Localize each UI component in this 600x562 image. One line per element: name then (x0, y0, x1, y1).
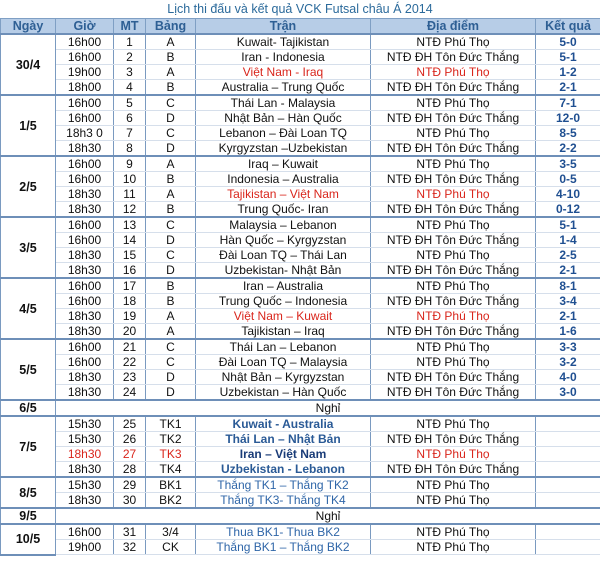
match-row (1, 156, 600, 172)
match-group: A (146, 65, 196, 80)
match-group: C (146, 217, 196, 233)
match-teams: Nhật Bản – Kyrgyzstan (196, 370, 371, 385)
match-result: 3-4 (536, 294, 600, 309)
match-teams: Thái Lan – Lebanon (196, 339, 371, 355)
match-number: 27 (114, 447, 146, 462)
rest-day-row (1, 508, 600, 524)
rest-label: Nghỉ (56, 508, 600, 524)
match-teams: Uzbekistan – Hàn Quốc (196, 385, 371, 401)
match-group: A (146, 324, 196, 340)
match-time: 18h3 0 (56, 126, 114, 141)
match-venue: NTĐ Phú Thọ (371, 248, 536, 263)
match-venue: NTĐ Phú Thọ (371, 217, 536, 233)
match-number: 25 (114, 416, 146, 432)
header-match-number: MT (114, 19, 146, 35)
match-number: 7 (114, 126, 146, 141)
match-time: 16h00 (56, 355, 114, 370)
match-number: 6 (114, 111, 146, 126)
match-number: 30 (114, 493, 146, 509)
match-time: 18h30 (56, 141, 114, 157)
match-result (536, 540, 600, 555)
match-row (1, 217, 600, 233)
match-time: 16h00 (56, 111, 114, 126)
day-date: 7/5 (1, 416, 56, 477)
match-teams: Uzbekistan- Nhật Bản (196, 263, 371, 279)
match-time: 18h30 (56, 202, 114, 218)
match-row (1, 65, 600, 80)
match-time: 19h00 (56, 65, 114, 80)
match-venue: NTĐ ĐH Tôn Đức Thắng (371, 370, 536, 385)
match-teams: Kyrgyzstan –Uzbekistan (196, 141, 371, 157)
day-date: 9/5 (1, 508, 56, 524)
match-group: C (146, 355, 196, 370)
match-teams: Lebanon – Đài Loan TQ (196, 126, 371, 141)
match-row (1, 309, 600, 324)
match-venue: NTĐ Phú Thọ (371, 156, 536, 172)
match-group: B (146, 202, 196, 218)
match-number: 14 (114, 233, 146, 248)
match-time: 18h30 (56, 370, 114, 385)
header-group: Bảng (146, 19, 196, 35)
match-time: 19h00 (56, 540, 114, 555)
day-date: 6/5 (1, 400, 56, 416)
header-match: Trận (196, 19, 371, 35)
match-venue: NTĐ Phú Thọ (371, 447, 536, 462)
day-date: 5/5 (1, 339, 56, 400)
match-number: 24 (114, 385, 146, 401)
match-venue: NTĐ Phú Thọ (371, 34, 536, 50)
match-row (1, 80, 600, 96)
day-date: 30/4 (1, 34, 56, 95)
match-row (1, 233, 600, 248)
match-venue: NTĐ ĐH Tôn Đức Thắng (371, 294, 536, 309)
match-number: 23 (114, 370, 146, 385)
match-venue: NTĐ ĐH Tôn Đức Thắng (371, 141, 536, 157)
match-number: 20 (114, 324, 146, 340)
match-teams: Iran – Việt Nam (196, 447, 371, 462)
match-row (1, 355, 600, 370)
match-venue: NTĐ Phú Thọ (371, 477, 536, 493)
day-date: 4/5 (1, 278, 56, 339)
match-teams: Thắng TK1 – Thắng TK2 (196, 477, 371, 493)
match-result: 2-1 (536, 80, 600, 96)
match-teams: Kuwait - Australia (196, 416, 371, 432)
match-row (1, 278, 600, 294)
match-row (1, 141, 600, 157)
match-row (1, 447, 600, 462)
rest-day-row (1, 400, 600, 416)
match-teams: Thắng BK1 – Thắng BK2 (196, 540, 371, 555)
match-teams: Việt Nam - Iraq (196, 65, 371, 80)
match-number: 18 (114, 294, 146, 309)
match-result: 5-1 (536, 50, 600, 65)
match-time: 18h30 (56, 447, 114, 462)
match-row (1, 524, 600, 540)
match-venue: NTĐ Phú Thọ (371, 95, 536, 111)
match-venue: NTĐ Phú Thọ (371, 65, 536, 80)
match-row (1, 202, 600, 218)
match-group: CK (146, 540, 196, 555)
match-venue: NTĐ Phú Thọ (371, 126, 536, 141)
match-group: TK4 (146, 462, 196, 478)
match-number: 22 (114, 355, 146, 370)
match-row (1, 385, 600, 401)
match-time: 16h00 (56, 156, 114, 172)
match-result: 7-1 (536, 95, 600, 111)
match-row (1, 34, 600, 50)
match-result: 2-1 (536, 263, 600, 279)
match-row (1, 111, 600, 126)
match-row (1, 324, 600, 340)
match-result (536, 524, 600, 540)
match-time: 16h00 (56, 172, 114, 187)
match-venue: NTĐ Phú Thọ (371, 493, 536, 509)
match-result: 1-4 (536, 233, 600, 248)
match-teams: Tajikistan – Việt Nam (196, 187, 371, 202)
match-venue: NTĐ ĐH Tôn Đức Thắng (371, 462, 536, 478)
day-date: 2/5 (1, 156, 56, 217)
match-teams: Trung Quốc- Iran (196, 202, 371, 218)
match-teams: Nhật Bản – Hàn Quốc (196, 111, 371, 126)
match-result (536, 416, 600, 432)
match-row (1, 126, 600, 141)
match-teams: Indonesia – Australia (196, 172, 371, 187)
match-group: BK2 (146, 493, 196, 509)
match-time: 15h30 (56, 432, 114, 447)
match-group: B (146, 172, 196, 187)
match-group: A (146, 34, 196, 50)
match-group: C (146, 248, 196, 263)
match-row (1, 172, 600, 187)
match-group: B (146, 80, 196, 96)
match-row (1, 370, 600, 385)
match-group: A (146, 187, 196, 202)
match-group: TK2 (146, 432, 196, 447)
match-teams: Uzbekistan - Lebanon (196, 462, 371, 478)
match-venue: NTĐ Phú Thọ (371, 187, 536, 202)
match-row (1, 416, 600, 432)
match-time: 16h00 (56, 95, 114, 111)
match-teams: Malaysia – Lebanon (196, 217, 371, 233)
match-venue: NTĐ Phú Thọ (371, 355, 536, 370)
match-row (1, 263, 600, 279)
match-venue: NTĐ ĐH Tôn Đức Thắng (371, 432, 536, 447)
match-venue: NTĐ ĐH Tôn Đức Thắng (371, 172, 536, 187)
match-number: 15 (114, 248, 146, 263)
match-result: 12-0 (536, 111, 600, 126)
match-time: 18h30 (56, 324, 114, 340)
match-time: 16h00 (56, 524, 114, 540)
match-group: BK1 (146, 477, 196, 493)
match-group: 3/4 (146, 524, 196, 540)
match-time: 16h00 (56, 339, 114, 355)
match-venue: NTĐ Phú Thọ (371, 524, 536, 540)
match-row (1, 50, 600, 65)
match-number: 8 (114, 141, 146, 157)
match-row (1, 95, 600, 111)
match-group: D (146, 233, 196, 248)
match-result: 3-0 (536, 385, 600, 401)
match-teams: Thái Lan – Nhật Bản (196, 432, 371, 447)
match-time: 18h30 (56, 263, 114, 279)
day-date: 3/5 (1, 217, 56, 278)
match-group: A (146, 309, 196, 324)
match-time: 15h30 (56, 416, 114, 432)
match-venue: NTĐ Phú Thọ (371, 416, 536, 432)
match-number: 2 (114, 50, 146, 65)
match-number: 29 (114, 477, 146, 493)
header-time: Giờ (56, 19, 114, 35)
match-row (1, 294, 600, 309)
match-teams: Đài Loan TQ – Malaysia (196, 355, 371, 370)
day-date: 8/5 (1, 477, 56, 508)
match-group: C (146, 126, 196, 141)
match-number: 5 (114, 95, 146, 111)
header-day: Ngày (1, 19, 56, 35)
match-teams: Trung Quốc – Indonesia (196, 294, 371, 309)
match-number: 28 (114, 462, 146, 478)
match-number: 13 (114, 217, 146, 233)
match-result: 3-2 (536, 355, 600, 370)
match-number: 3 (114, 65, 146, 80)
match-number: 12 (114, 202, 146, 218)
match-result: 8-5 (536, 126, 600, 141)
match-row (1, 462, 600, 478)
match-row (1, 248, 600, 263)
match-group: D (146, 141, 196, 157)
match-result: 2-1 (536, 309, 600, 324)
match-group: B (146, 50, 196, 65)
match-time: 16h00 (56, 294, 114, 309)
match-group: TK3 (146, 447, 196, 462)
match-time: 18h30 (56, 309, 114, 324)
match-teams: Iran - Indonesia (196, 50, 371, 65)
match-time: 18h30 (56, 493, 114, 509)
match-number: 17 (114, 278, 146, 294)
match-group: B (146, 278, 196, 294)
match-number: 19 (114, 309, 146, 324)
match-result: 3-3 (536, 339, 600, 355)
day-date: 10/5 (1, 524, 56, 555)
match-time: 18h30 (56, 385, 114, 401)
match-venue: NTĐ ĐH Tôn Đức Thắng (371, 202, 536, 218)
match-result: 4-0 (536, 370, 600, 385)
match-time: 15h30 (56, 477, 114, 493)
match-row (1, 339, 600, 355)
match-time: 18h30 (56, 187, 114, 202)
match-row (1, 493, 600, 509)
match-result: 2-5 (536, 248, 600, 263)
match-group: D (146, 111, 196, 126)
match-group: D (146, 385, 196, 401)
match-teams: Iraq – Kuwait (196, 156, 371, 172)
match-venue: NTĐ Phú Thọ (371, 278, 536, 294)
match-result (536, 462, 600, 478)
match-number: 16 (114, 263, 146, 279)
match-group: TK1 (146, 416, 196, 432)
match-teams: Thái Lan - Malaysia (196, 95, 371, 111)
match-time: 18h30 (56, 462, 114, 478)
match-result (536, 432, 600, 447)
match-number: 31 (114, 524, 146, 540)
match-venue: NTĐ Phú Thọ (371, 309, 536, 324)
match-teams: Việt Nam – Kuwait (196, 309, 371, 324)
match-number: 32 (114, 540, 146, 555)
match-group: C (146, 339, 196, 355)
match-venue: NTĐ ĐH Tôn Đức Thắng (371, 263, 536, 279)
match-row (1, 477, 600, 493)
header-row (1, 19, 600, 35)
match-venue: NTĐ ĐH Tôn Đức Thắng (371, 50, 536, 65)
match-group: A (146, 156, 196, 172)
match-teams: Tajikistan – Iraq (196, 324, 371, 340)
match-time: 18h30 (56, 248, 114, 263)
match-row (1, 432, 600, 447)
match-number: 10 (114, 172, 146, 187)
match-venue: NTĐ ĐH Tôn Đức Thắng (371, 233, 536, 248)
match-venue: NTĐ ĐH Tôn Đức Thắng (371, 324, 536, 340)
match-result: 0-12 (536, 202, 600, 218)
match-number: 26 (114, 432, 146, 447)
match-number: 1 (114, 34, 146, 50)
match-group: D (146, 370, 196, 385)
schedule-table (0, 18, 600, 556)
match-result: 0-5 (536, 172, 600, 187)
match-time: 16h00 (56, 34, 114, 50)
match-number: 4 (114, 80, 146, 96)
match-result (536, 493, 600, 509)
match-result: 3-5 (536, 156, 600, 172)
match-row (1, 540, 600, 555)
match-time: 16h00 (56, 233, 114, 248)
header-result: Kết quả (536, 19, 600, 35)
match-time: 16h00 (56, 217, 114, 233)
match-result: 2-2 (536, 141, 600, 157)
schedule-title: Lịch thi đấu và kết quả VCK Futsal châu Á 2014 (167, 2, 433, 16)
day-date: 1/5 (1, 95, 56, 156)
match-group: B (146, 294, 196, 309)
match-venue: NTĐ Phú Thọ (371, 339, 536, 355)
match-result: 1-6 (536, 324, 600, 340)
match-result: 5-0 (536, 34, 600, 50)
match-teams: Australia – Trung Quốc (196, 80, 371, 96)
match-teams: Thua BK1- Thua BK2 (196, 524, 371, 540)
schedule-body (1, 34, 600, 555)
match-venue: NTĐ ĐH Tôn Đức Thắng (371, 111, 536, 126)
match-venue: NTĐ ĐH Tôn Đức Thắng (371, 80, 536, 96)
match-row (1, 187, 600, 202)
match-time: 16h00 (56, 50, 114, 65)
match-teams: Đài Loan TQ – Thái Lan (196, 248, 371, 263)
match-number: 9 (114, 156, 146, 172)
match-time: 16h00 (56, 278, 114, 294)
rest-label: Nghỉ (56, 400, 600, 416)
match-teams: Hàn Quốc – Kyrgyzstan (196, 233, 371, 248)
match-teams: Kuwait- Tajikistan (196, 34, 371, 50)
match-result: 5-1 (536, 217, 600, 233)
match-venue: NTĐ Phú Thọ (371, 540, 536, 555)
match-teams: Iran – Australia (196, 278, 371, 294)
match-result (536, 477, 600, 493)
match-result: 1-2 (536, 65, 600, 80)
header-venue: Địa điểm (371, 19, 536, 35)
match-result: 8-1 (536, 278, 600, 294)
match-number: 11 (114, 187, 146, 202)
match-result: 4-10 (536, 187, 600, 202)
match-venue: NTĐ ĐH Tôn Đức Thắng (371, 385, 536, 401)
match-result (536, 447, 600, 462)
match-number: 21 (114, 339, 146, 355)
match-group: D (146, 263, 196, 279)
match-teams: Thắng TK3- Thắng TK4 (196, 493, 371, 509)
match-time: 18h00 (56, 80, 114, 96)
match-group: C (146, 95, 196, 111)
